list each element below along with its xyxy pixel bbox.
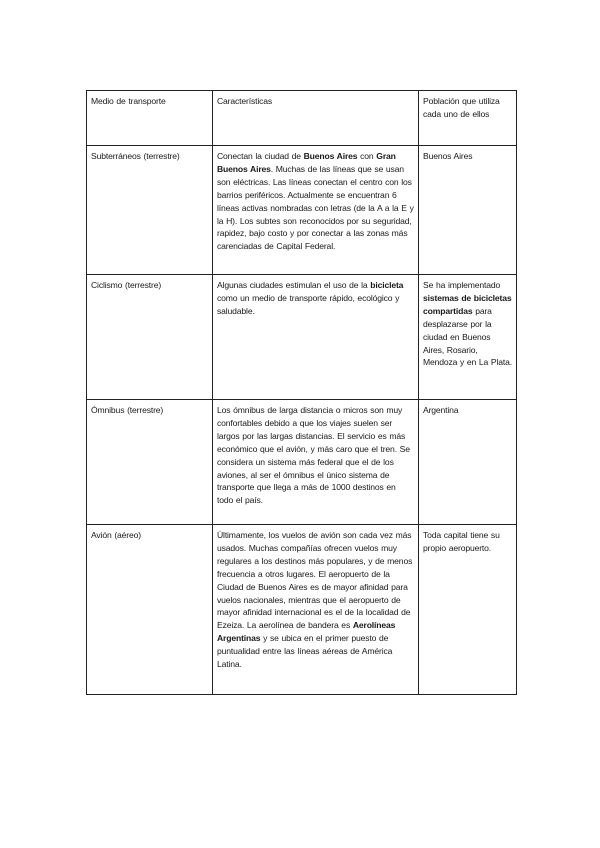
text-run: para desplazarse por la ciudad en Buenos Aires, Rosario, Mendoza y en La Plata. xyxy=(423,305,512,368)
text-run: Últimamente, los vuelos de avión son cada vez más usados. Muchas compañías ofrecen vuelos muy regulares a los destinos más populares, y de menos frecuencia a otros lugares. El aeropuerto de la Ciudad de Buenos Aires es de mayor afinidad para vuelos nacionales, mientras que el aeropuerto de mayor afinidad internacional es el de la localidad de Ezeiza. La aerolínea de bandera es xyxy=(217,530,413,631)
cell-poblacion xyxy=(419,275,517,400)
cell-medio: Subterráneos (terrestre) xyxy=(87,146,213,275)
text-run: como un medio de transporte rápido, ecológico y saludable. xyxy=(217,292,400,316)
table-row xyxy=(87,525,517,695)
cell-poblacion xyxy=(419,146,517,275)
text-run: Conectan la ciudad de xyxy=(217,151,304,161)
text-run: Argentina xyxy=(423,405,459,415)
link-text: Gran Buenos Aires xyxy=(217,151,396,174)
text-run: con xyxy=(357,151,377,161)
link-text: Aerolíneas Argentinas xyxy=(217,620,396,644)
text-run: . Muchas de las líneas que se usan son eléctricas. Las líneas conectan el centro con los barrios periféricos. Actualmente se encuentran 6 líneas activas nombradas con letras (de la A a la E y la H). Los subtes son reconocidos por su seguridad, rapidez, bajo costo y por conectar a las zonas más carenciadas de Capital Federal. xyxy=(217,163,414,252)
text-run: y se ubica en el primer puesto de puntualidad entre las líneas aéreas de América Latina. xyxy=(217,633,393,670)
text-run: Se ha implementado xyxy=(423,280,501,290)
header-medio: Medio de transporte xyxy=(87,91,213,146)
cell-poblacion xyxy=(419,525,517,695)
table-row xyxy=(87,146,517,275)
link-text: bicicleta xyxy=(370,280,404,290)
text-run: Buenos Aires xyxy=(423,151,473,161)
table-row xyxy=(87,275,517,400)
cell-medio: Avión (aéreo) xyxy=(87,525,213,695)
text-run: Los ómnibus de larga distancia o micros son muy confortables debido a que los viajes suelen ser largos por las largas distancias. El servicio es más económico que el avión, y más caro que el tren. Se considera un sistema más federal que el de los aviones, al ser el ómnibus el único sistema de transporte que llega a más de 1000 destinos en todo el país. xyxy=(217,405,410,506)
cell-caracteristicas xyxy=(213,525,419,695)
table-row xyxy=(87,400,517,525)
text-run: Algunas ciudades estimulan el uso de la xyxy=(217,280,371,290)
cell-caracteristicas xyxy=(213,400,419,525)
cell-poblacion xyxy=(419,400,517,525)
text-run: Toda capital tiene su propio aeropuerto. xyxy=(423,530,500,553)
header-poblacion: Población que utiliza cada uno de ellos xyxy=(419,91,517,146)
header-caracteristicas: Características xyxy=(213,91,419,146)
transport-table xyxy=(86,90,517,695)
cell-caracteristicas xyxy=(213,146,419,275)
cell-caracteristicas xyxy=(213,275,419,400)
link-text: Buenos Aires xyxy=(303,151,358,161)
cell-medio: Ómnibus (terrestre) xyxy=(87,400,213,525)
cell-medio: Ciclismo (terrestre) xyxy=(87,275,213,400)
table-header-row xyxy=(87,91,517,146)
link-text: sistemas de bicicletas compartidas xyxy=(423,292,512,316)
